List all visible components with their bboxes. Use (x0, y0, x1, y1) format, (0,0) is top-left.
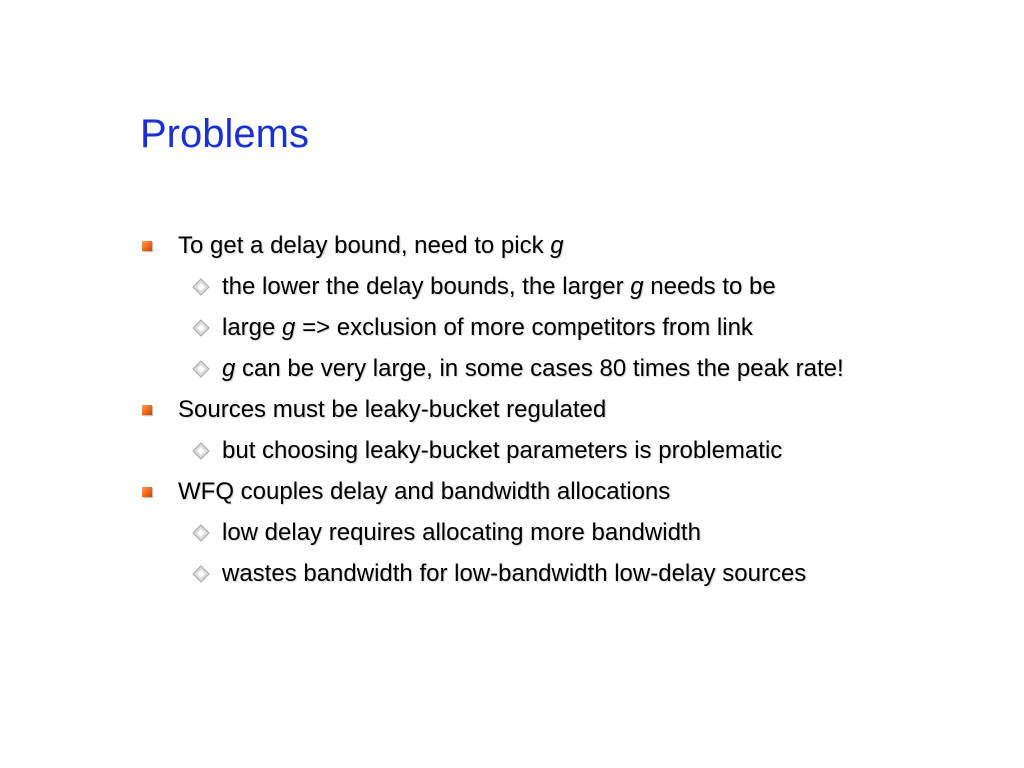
text-segment: low delay requires allocating more bandwidth (222, 519, 701, 546)
hollow-diamond-bullet-icon (192, 437, 210, 460)
text-segment: => exclusion of more competitors from link (295, 314, 753, 341)
italic-variable: g (550, 232, 564, 259)
bullet-text (178, 232, 564, 260)
hollow-diamond-bullet-icon (192, 314, 210, 337)
bullet-text (222, 314, 753, 342)
orange-square-bullet-icon (142, 232, 152, 251)
text-segment: the lower the delay bounds, the larger (222, 273, 631, 300)
bullet-text (222, 437, 782, 465)
orange-square-bullet-icon (142, 396, 152, 415)
text-segment: wastes bandwidth for low-bandwidth low-delay sources (222, 560, 807, 587)
hollow-diamond-bullet-icon (192, 560, 210, 583)
italic-variable: g (282, 314, 296, 341)
bullet-text (222, 355, 844, 383)
hollow-diamond-bullet-icon (192, 273, 210, 296)
text-segment: can be very large, in some cases 80 times the peak rate! (235, 355, 844, 382)
bullet-text (222, 560, 806, 588)
text-segment: To get a delay bound, need to pick (178, 232, 551, 259)
bullet-text (222, 273, 776, 301)
orange-square-bullet-icon (142, 478, 152, 497)
text-segment: but choosing leaky-bucket parameters is problematic (222, 437, 783, 464)
text-segment: Sources must be leaky-bucket regulated (178, 396, 607, 423)
bullet-text (222, 519, 701, 547)
bullet-text (178, 396, 606, 424)
italic-variable: g (222, 355, 236, 382)
text-segment: large (222, 314, 283, 341)
italic-variable: g (630, 273, 644, 300)
hollow-diamond-bullet-icon (192, 519, 210, 542)
text-segment: needs to be (643, 273, 776, 300)
bullet-text (178, 478, 670, 506)
text-segment: WFQ couples delay and bandwidth allocations (178, 478, 671, 505)
slide-title: Problems (140, 112, 309, 156)
hollow-diamond-bullet-icon (192, 355, 210, 378)
